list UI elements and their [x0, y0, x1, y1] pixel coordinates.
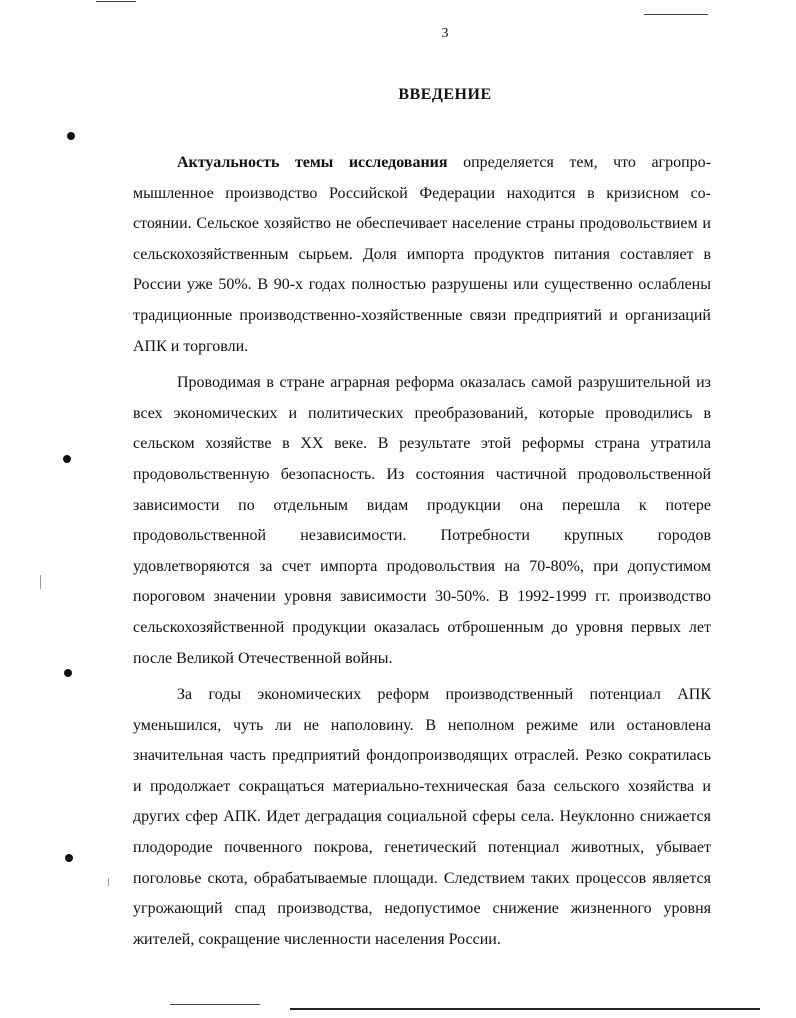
- section-title: ВВЕДЕНИЕ: [398, 86, 492, 103]
- scan-mark-left-lower: [108, 878, 109, 886]
- scan-edge-bottom-left: [170, 1004, 260, 1005]
- page-number: 3: [441, 26, 449, 41]
- scan-edge-bottom: [290, 1008, 760, 1010]
- binder-hole-mark: [67, 132, 75, 140]
- paragraph-text: определяется тем, что агропромышленное производство Российской Федерации находится в кризисном состоянии. Сельское хозяйство не обеспечивает население страны продовольствием и сельскохозяйственным сырьем. Доля импорта продуктов питания составляет в России уже 50%. В 90-х годах полностью разрушены или существенно ослаблены традиционные производственно-хозяйственные связи предприятий и организаций АПК и торговли.: [133, 154, 712, 355]
- scan-edge-top-right: [644, 14, 708, 15]
- paragraph-lead: Актуальность темы исследования: [177, 154, 448, 171]
- paragraph: [133, 148, 711, 362]
- scan-edge-top-left: [96, 1, 136, 2]
- scan-mark-left: [40, 575, 41, 589]
- binder-hole-mark: [65, 854, 73, 862]
- body-text: [133, 148, 711, 961]
- binder-hole-mark: [64, 669, 72, 677]
- paragraph: Проводимая в стране аграрная реформа оказалась самой разрушительной из всех экономических и политических преобразований, которые проводились в сельском хозяйстве в XX веке. В результате этой реформы страна утратила продовольственную безопасность. Из состояния частичной продовольственной зависимости по отдельным видам продукции она перешла к потере продовольственной независимости. Потребности крупных городов удовлетворяются за счет импорта продовольствия на 70-80%, при допустимом пороговом значении уровня зависимости 30-50%. В 1992-1999 гг. производство сельскохозяйственной продукции оказалась отброшенным до уровня первых лет после Великой Отечественной войны.: [133, 374, 711, 667]
- paragraph: За годы экономических реформ производственный потенциал АПК уменьшился, чуть ли не наполовину. В неполном режиме или остановлена значительная часть предприятий фондопроизводящих отраслей. Резко сократилась и продолжает сокращаться материально-техническая база сельского хозяйства и других сфер АПК. Идет деградация социальной сферы села. Неуклонно снижается плодородие почвенного покрова, генетический потенциал животных, убывает поголовье скота, обрабатываемые площади. Следствием таких процессов является угрожающий спад производства, недопустимое снижение жизненного уровня жителей, сокращение численности населения России.: [133, 686, 711, 948]
- binder-hole-mark: [63, 455, 71, 463]
